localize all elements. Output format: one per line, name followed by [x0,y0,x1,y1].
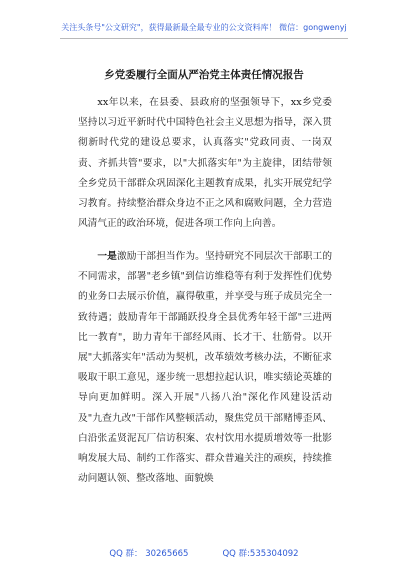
header-divider [60,38,348,39]
paragraph-lead: 一是 [97,251,117,262]
paragraph-body: 激励干部担当作为。坚持研究不同层次干部职工的不同需求，部署"老乡镇"到信访维稳等有利于发挥性们优势的业务口去展示价值，赢得敬重，并享受与班子成员完全一致待遇；鼓励青年干部踊跃投身全县优秀年轻干部"三进两比一教育"，助力青年干部经风雨、长才干、壮筋骨。以开展"大抓落实年"活动为契机，改革绩效考核办法，不断征求吸取干职工意见，逐步统一思想拉起认识，唯实绩论英雄的导向更加鲜明。深入开展"八扬八治"深化作风建设活动及"九查九改"干部作风整顿活动，聚焦党员干部赌博歪风、白沿张孟贤泥瓦厂信访积案、农村饮用水提质增效等一批影响发展大局、制约工作落实、群众普遍关注的顽疾，持续推动问题认领、整改落地、面貌焕 [78,251,333,485]
paragraph-intro: xx年以来，在县委、县政府的坚强领导下，xx乡党委坚持以习近平新时代中国特色社会主义思想为指导，深入贯彻新时代党的建设总要求，认真落实"党政同责、一岗双责、齐抓共管"要求，以"大抓落实年"为主旋律，团结带领全乡党员干部群众巩固深化主题教育成果，扎实开展党纪学习教育。持续整治群众身边不正之风和腐败问题，全力营造风清气正的政治环境，促进各项工作向上向善。 [78,97,332,230]
footer-qq-group-2: QQ 群:535304092 [222,549,299,559]
document-title: 乡党委履行全面从严治党主体责任情况报告 [104,69,304,81]
header-banner: 关注头条号"公文研究"，获得最新最全最专业的公文资料库！ 微信：gongwenyj [61,23,347,32]
paragraph-section-one [78,247,332,489]
footer-qq-group-1: QQ 群： 30265665 [109,549,189,559]
footer-contact [0,547,408,559]
